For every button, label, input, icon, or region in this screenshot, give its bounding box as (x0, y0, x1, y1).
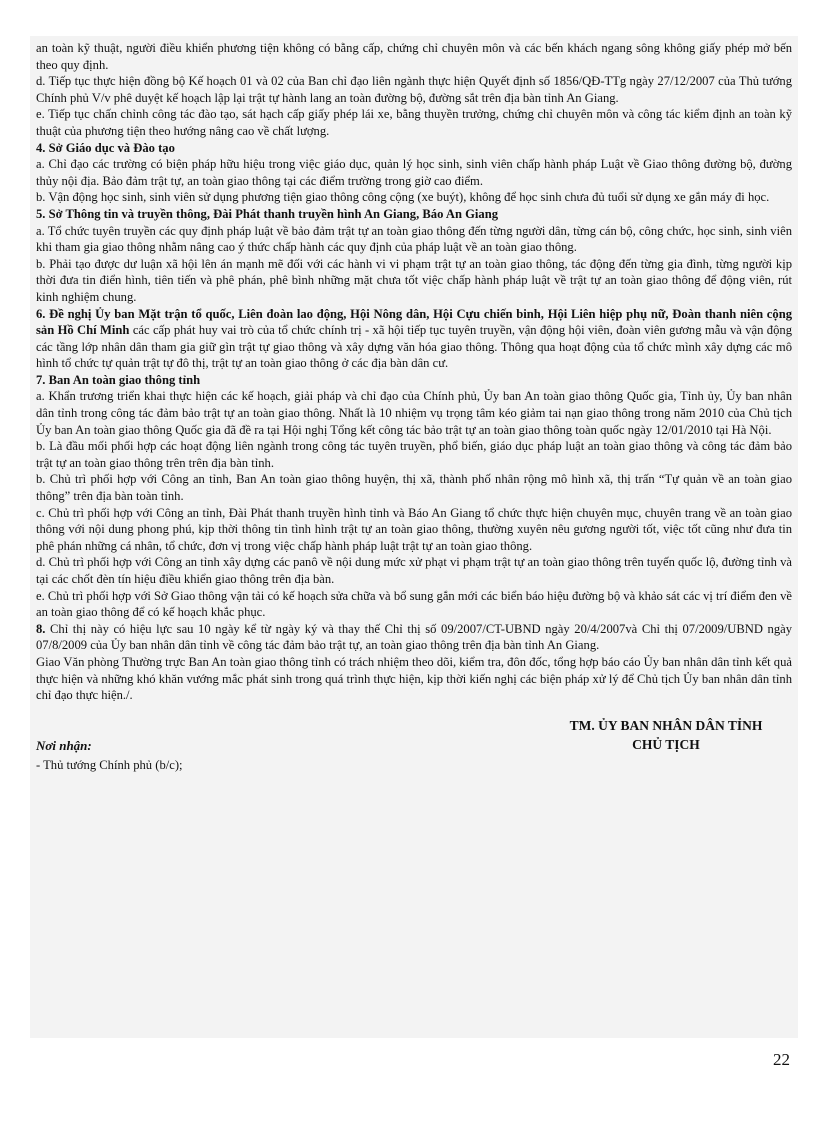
signature-block (548, 716, 784, 754)
section-heading-5: 5. Sở Thông tin và truyền thông, Đài Phát thanh truyền hình An Giang, Báo An Giang (36, 206, 498, 221)
section-heading-8: 8. (36, 621, 46, 636)
section-6 (36, 306, 792, 372)
section-heading-7: 7. Ban An toàn giao thông tỉnh (36, 372, 201, 387)
signature-role: CHỦ TỊCH (632, 736, 700, 752)
paragraph-3e: e. Tiếp tục chấn chỉnh công tác đào tạo, sát hạch cấp giấy phép lái xe, bằng thuyền trưởng, chứng chỉ chuyên môn và công tác kiểm định an toàn kỹ thuật của phương tiện theo hướng nâng cao về chất lượng. (36, 107, 792, 138)
paragraph-7e: e. Chủ trì phối hợp với Sở Giao thông vận tải có kế hoạch sửa chữa và bổ sung gắn mới các biển báo hiệu đường bộ và khảo sát các vị trí điểm đen về an toàn giao thông để có kế hoạch khắc phục. (36, 588, 792, 620)
recipient-item: - Thủ tướng Chính phủ (b/c); (36, 757, 183, 772)
section-heading-4: 4. Sở Giáo dục và Đào tạo (36, 140, 175, 155)
paragraph-7d: d. Chủ trì phối hợp với Công an tỉnh xây dựng các panô về nội dung mức xử phạt vi phạm trật tự an toàn giao thông trên tuyến quốc lộ, đường tỉnh và tại các chốt đèn tín hiệu điều khiển giao thông trên địa bàn. (36, 555, 792, 586)
section-6-text: các cấp phát huy vai trò của tổ chức chính trị - xã hội tiếp tục tuyên truyền, vận động hội viên, đoàn viên gương mẫu và vận động các tầng lớp nhân dân tham gia giữ gìn trật tự giao thông và xây dựng văn hóa giao thông. Thông qua hoạt động của tổ chức mình xây dựng các mô hình tổ chức tự quản trật tự đô thị, trật tự an toàn giao thông ở các địa bàn dân cư. (36, 323, 792, 371)
paragraph-3d: d. Tiếp tục thực hiện đồng bộ Kế hoạch 01 và 02 của Ban chỉ đạo liên ngành thực hiện Quyết định số 1856/QĐ-TTg ngày 27/12/2007 của Thủ tướng Chính phủ V/v phê duyệt kế hoạch lập lại trật tự hành lang an toàn đường bộ, đường sắt trên địa bàn tỉnh An Giang. (36, 74, 792, 105)
paragraph-4a: a. Chỉ đạo các trường có biện pháp hữu hiệu trong việc giáo dục, quản lý học sinh, sinh viên chấp hành pháp Luật về Giao thông đường bộ, đường thủy nội địa. Bảo đảm trật tự, an toàn giao thông tại các điểm trường trong giờ cao điểm. (36, 157, 792, 188)
recipients-label: Nơi nhận: (36, 737, 92, 753)
document-body (36, 40, 792, 704)
page-number: 22 (773, 1050, 790, 1069)
document-page (30, 36, 798, 1038)
paragraph-4b: b. Vận động học sinh, sinh viên sử dụng phương tiện giao thông công cộng (xe buýt), không để học sinh chưa đủ tuổi sử dụng xe gắn máy đi học. (36, 190, 770, 205)
signature-org: TM. ỦY BAN NHÂN DÂN TỈNH (569, 717, 763, 733)
paragraph-intro: an toàn kỹ thuật, người điều khiển phương tiện không có bằng cấp, chứng chỉ chuyên môn và các bến khách ngang sông không giấy phép mở bến theo quy định. (36, 41, 792, 72)
paragraph-5a: a. Tổ chức tuyên truyền các quy định pháp luật về bảo đảm trật tự an toàn giao thông đến từng người dân, từng cán bộ, công chức, học sinh, sinh viên khi tham gia giao thông nhằm nâng cao ý thức chấp hành các quy định của pháp luật về an toàn giao thông. (36, 223, 792, 255)
paragraph-7b-2: b. Chủ trì phối hợp với Công an tỉnh, Ban An toàn giao thông huyện, thị xã, thành phố nhân rộng mô hình xã, thị trấn “Tự quản về an toàn giao thông” trên địa bàn toàn tỉnh. (36, 472, 792, 504)
paragraph-7c: c. Chủ trì phối hợp với Công an tỉnh, Đài Phát thanh truyền hình tỉnh và Báo An Giang tổ chức thực hiện chuyên mục, chuyên trang về an toàn giao thông với nội dung phong phú, kịp thời thông tin tình hình trật tự an toàn giao thông, thường xuyên nêu gương người tốt, việc tốt cũng như đưa tin phê phán những cá nhân, tổ chức, đơn vị trong việc chấp hành pháp luật trật tự an toàn giao thông. (36, 505, 792, 553)
paragraph-7b: b. Là đầu mối phối hợp các hoạt động liên ngành trong công tác tuyên truyền, phổ biến, giáo dục pháp luật an toàn giao thông và công tác đảm bảo trật tự an toàn giao thông trên trên địa bàn tỉnh. (36, 439, 792, 470)
section-8-text: Chỉ thị này có hiệu lực sau 10 ngày kể từ ngày ký và thay thế Chỉ thị số 09/2007/CT-UBND ngày 20/4/2007và Chỉ thị 07/2009/UBND ngày 07/8/2009 của Ủy ban nhân dân tỉnh về công tác đảm bảo trật tự, an toàn giao thông trên địa bàn tỉnh An Giang. (36, 621, 792, 653)
signature-area (36, 716, 792, 776)
paragraph-7a: a. Khẩn trương triển khai thực hiện các kế hoạch, giải pháp và chỉ đạo của Chính phủ, Ủy ban An toàn giao thông Quốc gia, Tỉnh ủy, Ủy ban nhân dân tỉnh trong công tác đảm bảo trật tự an toàn giao thông. Nhất là 10 nhiệm vụ trọng tâm kéo giảm tai nạn giao thông trong năm 2010 của Chủ tịch Ủy ban An toàn giao thông Quốc gia đã đề ra tại Hội nghị Tổng kết công tác bảo trật tự an toàn giao thông toàn quốc ngày 12/01/2010 tại Hà Nội. (36, 389, 792, 437)
section-8 (36, 621, 792, 654)
paragraph-5b: b. Phải tạo được dư luận xã hội lên án mạnh mẽ đối với các hành vi vi phạm trật tự an toàn giao thông, tác động đến từng gia đình, từng người kịp thời đưa tin điển hình, tiên tiến và phê phán, phê bình những mặt chưa tốt việc chấp hành pháp luật về trật tự an toàn giao thông để động viên, rút kinh nghiệm chung. (36, 256, 792, 304)
section-heading-6: 6. Đề nghị Ủy ban Mặt trận tổ quốc, Liên đoàn lao động, Hội Nông dân, Hội Cựu chiến binh, Hội Liên hiệp phụ nữ, Đoàn thanh niên cộng sản Hồ Chí Minh (36, 306, 792, 338)
paragraph-8b: Giao Văn phòng Thường trực Ban An toàn giao thông tỉnh có trách nhiệm theo dõi, kiểm tra, đôn đốc, tổng hợp báo cáo Ủy ban nhân dân tỉnh kết quả thực hiện và những khó khăn vướng mắc phát sinh trong quá trình thực hiện, kịp thời kiến nghị các biện pháp xử lý để Chủ tịch Ủy ban nhân dân tỉnh chỉ đạo thực hiện./. (36, 654, 792, 703)
